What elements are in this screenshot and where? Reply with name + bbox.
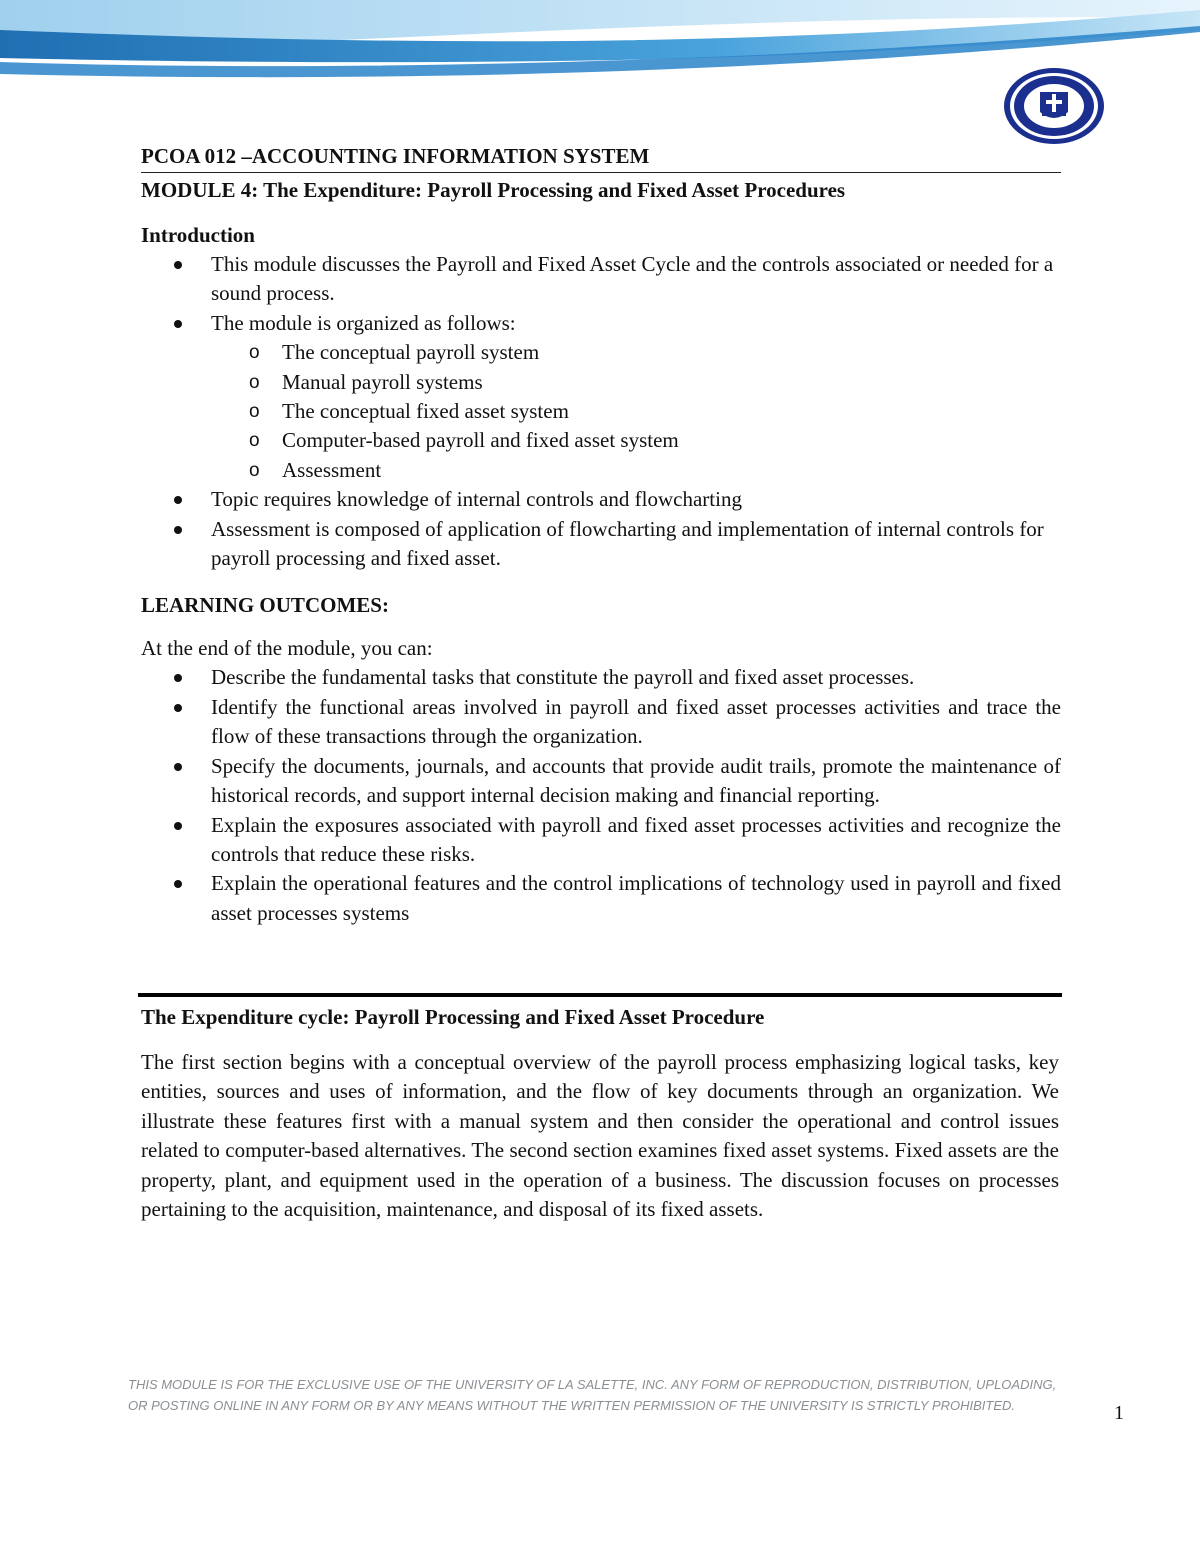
module-content bbox=[141, 140, 1061, 928]
list-item: Specify the documents, journals, and accounts that provide audit trails, promote the maintenance of historical records, and support internal decision making and financial reporting. bbox=[141, 752, 1061, 811]
sub-list-item: o The conceptual fixed asset system bbox=[141, 397, 1061, 426]
list-item: Topic requires knowledge of internal controls and flowcharting bbox=[141, 485, 1061, 514]
list-item: The module is organized as follows: bbox=[141, 309, 1061, 338]
learning-outcomes-list bbox=[141, 663, 1061, 928]
introduction-list bbox=[141, 250, 1061, 338]
course-title: PCOA 012 –ACCOUNTING INFORMATION SYSTEM bbox=[141, 140, 1061, 173]
page-number: 1 bbox=[1114, 1402, 1124, 1424]
list-item: Identify the functional areas involved in payroll and fixed asset processes activities and trace the flow of these transactions through the organization. bbox=[141, 693, 1061, 752]
learning-outcomes-intro: At the end of the module, you can: bbox=[141, 636, 433, 661]
expenditure-heading: The Expenditure cycle: Payroll Processing and Fixed Asset Procedure bbox=[141, 1005, 765, 1029]
module-organization-list bbox=[141, 338, 1061, 485]
module-title: MODULE 4: The Expenditure: Payroll Processing and Fixed Asset Procedures bbox=[141, 178, 846, 202]
expenditure-section bbox=[141, 1002, 1059, 1224]
list-item: Explain the exposures associated with payroll and fixed asset processes activities and recognize the controls that reduce these risks. bbox=[141, 811, 1061, 870]
section-divider bbox=[138, 993, 1062, 997]
learning-outcomes-heading: LEARNING OUTCOMES: bbox=[141, 593, 389, 618]
sub-list-item: o Assessment bbox=[141, 456, 1061, 485]
list-item: This module discusses the Payroll and Fixed Asset Cycle and the controls associated or needed for a sound process. bbox=[141, 250, 1061, 309]
copyright-notice: THIS MODULE IS FOR THE EXCLUSIVE USE OF THE UNIVERSITY OF LA SALETTE, INC. ANY FORM OF REPRODUCTION, DISTRIBUTION, UPLOADING, OR POSTING ONLINE IN ANY FORM OR BY ANY MEANS WITHOUT THE WRITTEN PERMISSION OF THE UNIVERSITY IS STRICTLY PROHIBITED. bbox=[128, 1377, 1057, 1413]
sub-list-item: o Manual payroll systems bbox=[141, 368, 1061, 397]
list-item: Describe the fundamental tasks that constitute the payroll and fixed asset processes. bbox=[141, 663, 1061, 692]
expenditure-body: The first section begins with a conceptual overview of the payroll process emphasizing logical tasks, key entities, sources and uses of information, and the flow of key documents through an organization. We illustrate these features first with a manual system and then consider the operational and control issues related to computer-based alternatives. The second section examines fixed asset systems. Fixed assets are the property, plant, and equipment used in the operation of a business. The discussion focuses on processes pertaining to the acquisition, maintenance, and disposal of its fixed assets. bbox=[141, 1050, 1059, 1222]
sub-list-item: o The conceptual payroll system bbox=[141, 338, 1061, 367]
list-item: Assessment is composed of application of flowcharting and implementation of internal controls for payroll processing and fixed asset. bbox=[141, 515, 1061, 574]
introduction-list-continued bbox=[141, 485, 1061, 573]
university-seal-logo bbox=[1002, 66, 1106, 146]
sub-list-item: o Computer-based payroll and fixed asset system bbox=[141, 426, 1061, 455]
introduction-heading: Introduction bbox=[141, 223, 255, 247]
list-item: Explain the operational features and the control implications of technology used in payroll and fixed asset processes systems bbox=[141, 869, 1061, 928]
